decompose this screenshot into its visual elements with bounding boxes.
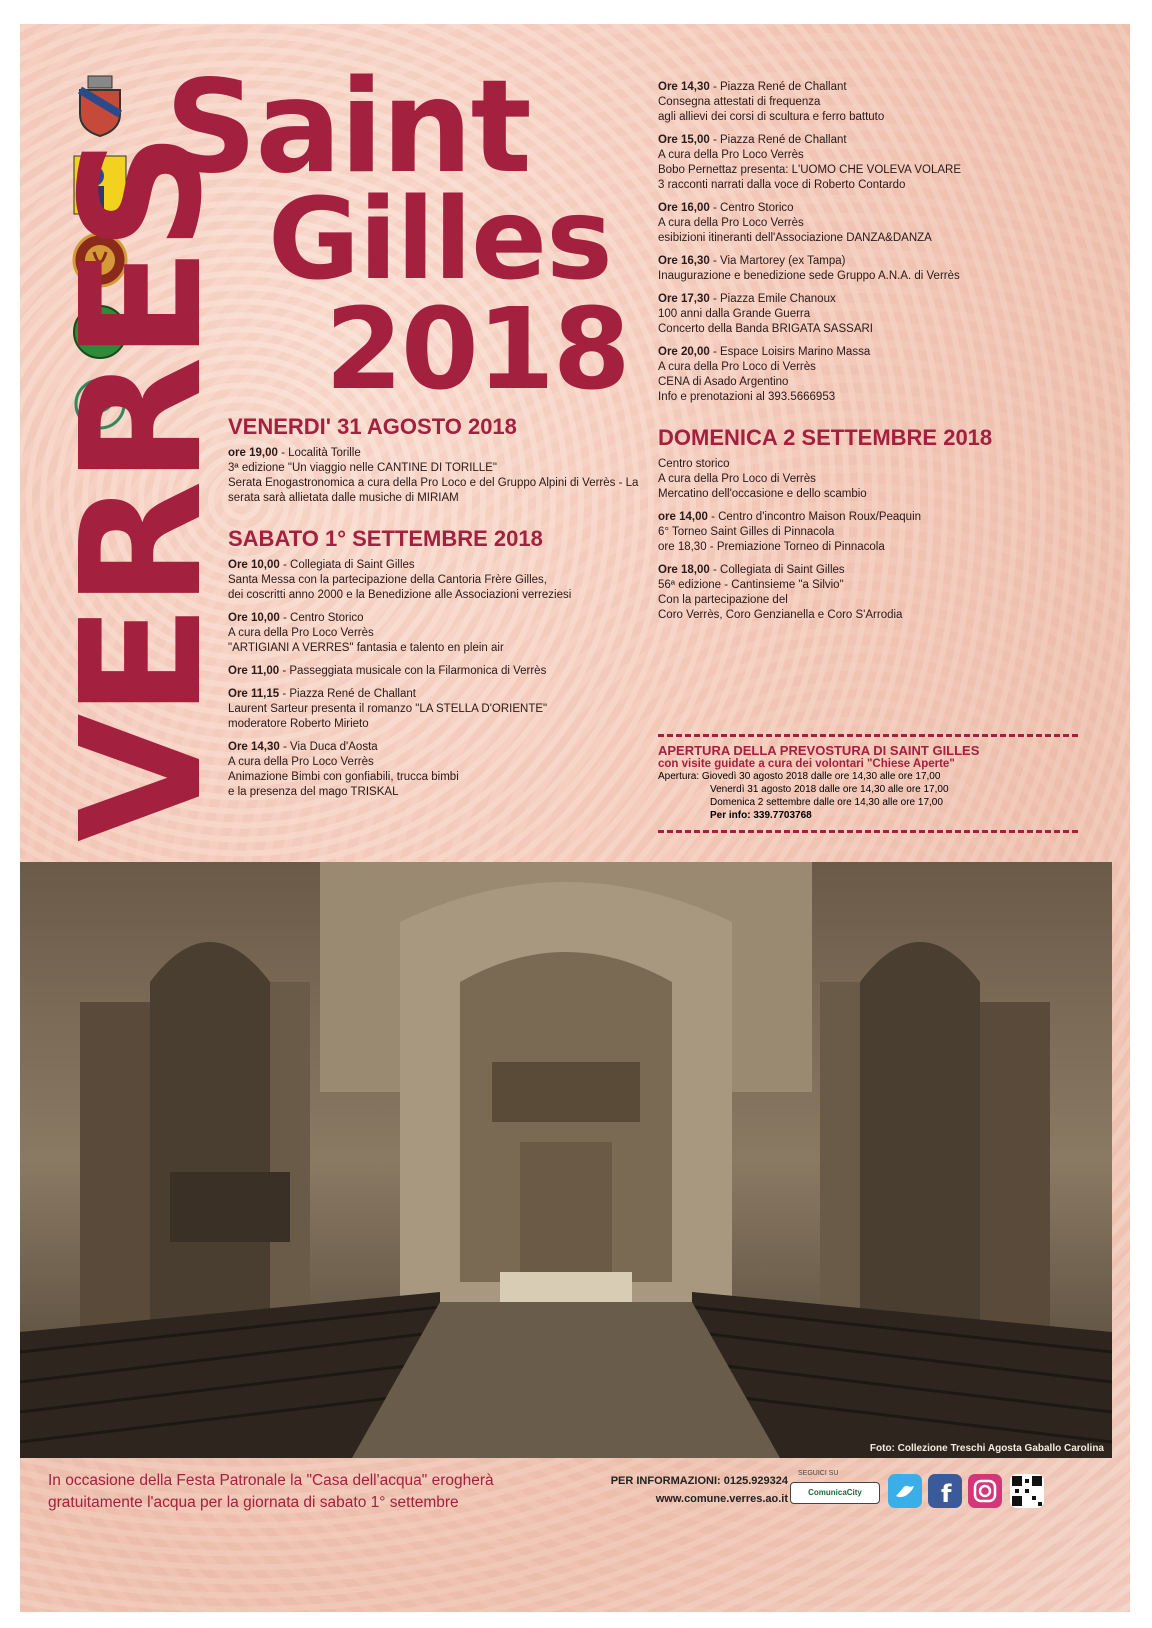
event-place: - Piazza Emile Chanoux	[709, 293, 836, 305]
event-place: - Piazza René de Challant	[709, 134, 847, 146]
event-line: ore 18,30 - Premiazione Torneo di Pinnacola	[658, 541, 885, 553]
event-place: Centro storico	[658, 458, 730, 470]
event-time: Ore 11,00	[228, 665, 280, 677]
event-place: - Piazza René de Challant	[709, 81, 847, 93]
event-line: Bobo Pernettaz presenta: L'UOMO CHE VOLEVA VOLARE	[658, 164, 962, 176]
event-line: A cura della Pro Loco di Verrès	[658, 361, 816, 373]
program-event	[228, 740, 648, 800]
event-place: - Via Martorey (ex Tampa)	[709, 255, 846, 267]
event-line: Inaugurazione e benedizione sede Gruppo A.N.A. di Verrès	[658, 270, 960, 282]
program-event	[658, 510, 1078, 555]
prevostura-info: Per info: 339.7703768	[710, 810, 812, 821]
event-place: - Passeggiata musicale con la Filarmonica di Verrès	[279, 665, 547, 677]
title-gilles: Gilles	[268, 175, 612, 305]
comunicacity-button[interactable]: ComunicaCity	[790, 1482, 880, 1504]
contact-info	[568, 1472, 788, 1508]
event-line: 6° Torneo Saint Gilles di Pinnacola	[658, 526, 835, 538]
event-time: Ore 15,00	[658, 134, 710, 146]
prevostura-label: Apertura:	[658, 771, 700, 782]
program-event	[228, 446, 648, 506]
event-time: Ore 14,30	[228, 741, 280, 753]
title-saint: Saint	[165, 53, 530, 202]
event-time: Ore 18,00	[658, 564, 710, 576]
program-event	[658, 457, 1078, 502]
event-place: - Via Duca d'Aosta	[279, 741, 378, 753]
event-line: 56ª edizione - Cantinsieme "a Silvio"	[658, 579, 844, 591]
program-event	[658, 292, 1078, 337]
follow-label: SEGUICI SU	[798, 1470, 839, 1477]
event-line: A cura della Pro Loco di Verrès	[658, 473, 816, 485]
event-line: moderatore Roberto Mirieto	[228, 718, 369, 730]
event-line: Laurent Sarteur presenta il romanzo "LA STELLA D'ORIENTE"	[228, 703, 548, 715]
program-event	[228, 611, 648, 656]
program-event	[228, 687, 648, 732]
facebook-icon[interactable]	[928, 1474, 962, 1508]
event-time: ore 19,00	[228, 447, 278, 459]
program-right-column	[658, 80, 1078, 631]
program-event	[228, 558, 648, 603]
event-time: Ore 20,00	[658, 346, 710, 358]
church-interior-photo	[20, 862, 1112, 1458]
photo-caption: Foto: Collezione Treschi Agosta Gaballo Carolina	[869, 1443, 1104, 1454]
coat-of-arms-icon	[72, 72, 128, 138]
prevostura-title: APERTURA DELLA PREVOSTURA DI SAINT GILLES	[658, 743, 980, 758]
event-time: ore 14,00	[658, 511, 708, 523]
program-event	[228, 664, 648, 679]
event-line: 100 anni dalla Grande Guerra	[658, 308, 811, 320]
event-line: 3ª edizione "Un viaggio nelle CANTINE DI TORILLE"	[228, 462, 497, 474]
sunday-heading: DOMENICA 2 SETTEMBRE 2018	[658, 425, 993, 450]
event-time: Ore 16,00	[658, 202, 710, 214]
event-line: agli allievi dei corsi di scultura e ferro battuto	[658, 111, 885, 123]
program-event	[658, 345, 1078, 405]
event-line: Mercatino dell'occasione e dello scambio	[658, 488, 867, 500]
prevostura-date: Giovedì 30 agosto 2018 dalle ore 14,30 alle ore 17,00	[701, 771, 941, 782]
saturday-events-morning	[228, 558, 648, 800]
event-line: Consegna attestati di frequenza	[658, 96, 821, 108]
event-line: dei coscritti anno 2000 e la Benedizione alle Associazioni verreziesi	[228, 589, 572, 601]
vertical-town-name: VERRES	[46, 135, 239, 842]
water-note: In occasione della Festa Patronale la "Casa dell'acqua" erogherà gratuitamente l'acqua per la giornata di sabato 1° settembre	[48, 1472, 494, 1511]
event-place: - Località Torille	[277, 447, 361, 459]
program-event	[658, 133, 1078, 193]
event-line: e la presenza del mago TRISKAL	[228, 786, 399, 798]
event-time: Ore 17,30	[658, 293, 710, 305]
event-place: - Piazza René de Challant	[279, 688, 416, 700]
friday-heading: VENERDI' 31 AGOSTO 2018	[228, 414, 517, 439]
info-phone: PER INFORMAZIONI: 0125.929324	[610, 1475, 788, 1487]
event-line: Serata Enogastronomica a cura della Pro Loco e del Gruppo Alpini di Verrès - La serata sarà allietata dalle musiche di MIRIAM	[228, 477, 639, 504]
event-time: Ore 11,15	[228, 688, 280, 700]
event-line: Santa Messa con la partecipazione della Cantoria Frère Gilles,	[228, 574, 547, 586]
event-place: - Collegiata di Saint Gilles	[709, 564, 845, 576]
footer	[20, 1458, 1112, 1588]
event-place: - Espace Loisirs Marino Massa	[709, 346, 871, 358]
program-event	[658, 254, 1078, 284]
saturday-events-afternoon	[658, 80, 1078, 405]
program-left-column	[228, 414, 648, 808]
prevostura-date: Venerdì 31 agosto 2018 dalle ore 14,30 alle ore 17,00	[710, 784, 949, 795]
program-event	[658, 563, 1078, 623]
friday-events	[228, 446, 648, 506]
event-line: esibizioni itineranti dell'Associazione DANZA&DANZA	[658, 232, 932, 244]
event-time: Ore 14,30	[658, 81, 710, 93]
twitter-icon[interactable]	[888, 1474, 922, 1508]
title-year: 2018	[325, 285, 629, 415]
event-place: - Collegiata di Saint Gilles	[279, 559, 415, 571]
program-event	[658, 80, 1078, 125]
event-time: Ore 10,00	[228, 559, 280, 571]
program-event	[658, 201, 1078, 246]
event-line: Animazione Bimbi con gonfiabili, trucca bimbi	[228, 771, 459, 783]
event-line: A cura della Pro Loco Verrès	[228, 756, 374, 768]
event-line: Con la partecipazione del	[658, 594, 788, 606]
event-line: Info e prenotazioni al 393.5666953	[658, 391, 836, 403]
event-line: Concerto della Banda BRIGATA SASSARI	[658, 323, 873, 335]
event-line: A cura della Pro Loco Verrès	[658, 217, 804, 229]
event-line: Coro Verrès, Coro Genzianella e Coro S'Arrodia	[658, 609, 903, 621]
prevostura-date: Domenica 2 settembre dalle ore 14,30 alle ore 17,00	[710, 797, 943, 808]
event-line: 3 racconti narrati dalla voce di Roberto Contardo	[658, 179, 906, 191]
instagram-icon[interactable]	[968, 1474, 1002, 1508]
event-time: Ore 10,00	[228, 612, 280, 624]
event-line: "ARTIGIANI A VERRES" fantasia e talento en plein air	[228, 642, 504, 654]
qr-code-icon[interactable]	[1010, 1474, 1044, 1508]
svg-text:f: f	[941, 1480, 952, 1508]
event-line: A cura della Pro Loco Verrès	[658, 149, 804, 161]
event-time: Ore 16,30	[658, 255, 710, 267]
event-place: - Centro Storico	[279, 612, 364, 624]
church-interior-illustration	[20, 862, 1112, 1458]
sunday-events	[658, 457, 1078, 623]
website-link[interactable]: www.comune.verres.ao.it	[655, 1493, 788, 1505]
prevostura-subtitle: con visite guidate a cura dei volontari "Chiese Aperte"	[658, 758, 955, 770]
event-line: A cura della Pro Loco Verrès	[228, 627, 374, 639]
event-place: - Centro d'incontro Maison Roux/Peaquin	[707, 511, 922, 523]
prevostura-box	[658, 734, 1078, 833]
saturday-heading: SABATO 1° SETTEMBRE 2018	[228, 526, 543, 551]
event-line: CENA di Asado Argentino	[658, 376, 789, 388]
event-place: - Centro Storico	[709, 202, 794, 214]
